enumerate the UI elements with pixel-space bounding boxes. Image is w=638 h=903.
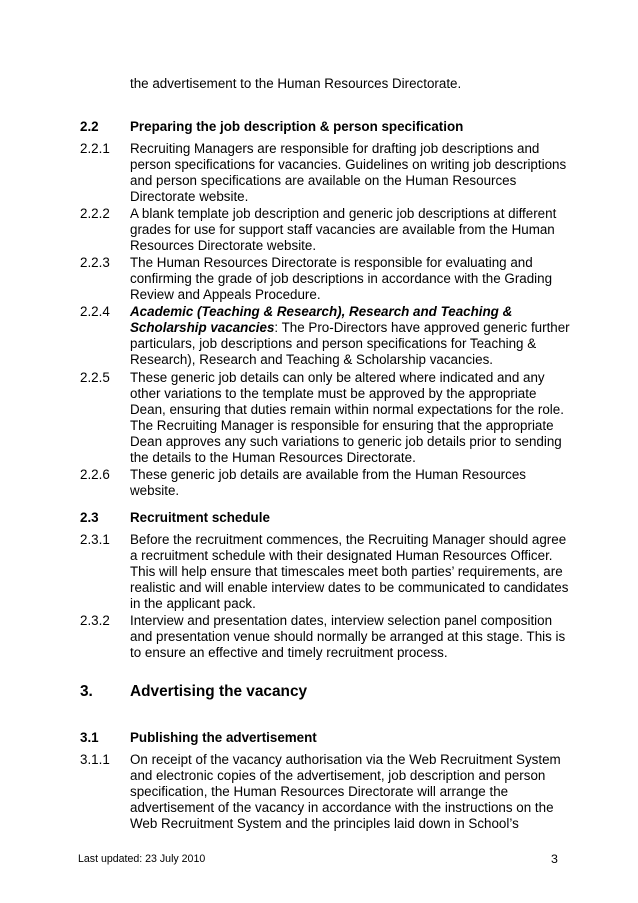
section-number: 3.1 xyxy=(80,730,99,745)
section-number: 2.3 xyxy=(80,510,99,525)
section-title: Advertising the vacancy xyxy=(130,683,308,700)
paragraph-number: 2.2.6 xyxy=(80,467,110,482)
paragraph-number: 3.1.1 xyxy=(80,752,110,767)
paragraph-text: Before the recruitment commences, the Recruiting Manager should agree a recruitment schedule with their designated Human Resources Officer. This will help ensure that timescales meet both parties’ requirements, are realistic and will enable interview dates to be communicated to candidates in the applicant pack. xyxy=(130,532,569,611)
paragraph-text: These generic job details are available from the Human Resources website. xyxy=(130,467,526,498)
paragraph-number: 2.2.2 xyxy=(80,206,110,221)
paragraph-text: Interview and presentation dates, interview selection panel composition and presentation venue should normally be arranged at this stage. This is to ensure an effective and timely recruitment process. xyxy=(130,613,566,660)
paragraph-number: 2.2.4 xyxy=(80,304,110,319)
emphasis-text: Academic (Teaching & Research), Research and Teaching & Scholarship vacancies xyxy=(130,304,513,335)
body-text: : The Pro-Directors have approved generic further particulars, job descriptions and person specifications for Teaching & Research), Research and Teaching & Scholarship vacancies. xyxy=(130,320,570,367)
paragraph-number: 2.2.5 xyxy=(80,370,110,385)
paragraph-text: The Human Resources Directorate is responsible for evaluating and confirming the grade of job descriptions in accordance with the Grading Review and Appeals Procedure. xyxy=(130,255,553,302)
paragraph-text: On receipt of the vacancy authorisation via the Web Recruitment System and electronic copies of the advertisement, job description and person specification, the Human Resources Directorate will arrange the advertisement of the vacancy in accordance with the instructions on the Web Recruitment System and the principles laid down in School’s xyxy=(130,752,561,831)
paragraph-text xyxy=(130,304,570,368)
section-title: Recruitment schedule xyxy=(130,510,270,525)
section-title: Publishing the advertisement xyxy=(130,730,317,745)
paragraph-number: 2.3.2 xyxy=(80,613,110,628)
paragraph-number: 2.2.3 xyxy=(80,255,110,270)
paragraph-number: 2.2.1 xyxy=(80,141,110,156)
paragraph-number: 2.3.1 xyxy=(80,532,110,547)
paragraph-text: These generic job details can only be altered where indicated and any other variations to the template must be approved by the appropriate Dean, ensuring that duties remain within normal expectations for the role. The Recruiting Manager is responsible for ensuring that the appropriate Dean approves any such variations to generic job details prior to sending the details to the Human Resources Directorate. xyxy=(130,370,564,465)
footer-last-updated: Last updated: 23 July 2010 xyxy=(78,853,206,865)
paragraph-text: A blank template job description and generic job descriptions at different grades for use for support staff vacancies are available from the Human Resources Directorate website. xyxy=(130,206,557,253)
section-number: 3. xyxy=(80,683,93,700)
section-title: Preparing the job description & person specification xyxy=(130,119,464,134)
paragraph-text: Recruiting Managers are responsible for drafting job descriptions and person specifications for vacancies. Guidelines on writing job descriptions and person specifications are available on the Human Resources Directorate website. xyxy=(130,141,567,204)
section-number: 2.2 xyxy=(80,119,99,134)
continuation-text: the advertisement to the Human Resources Directorate. xyxy=(130,76,462,91)
footer-page-number: 3 xyxy=(551,852,558,866)
